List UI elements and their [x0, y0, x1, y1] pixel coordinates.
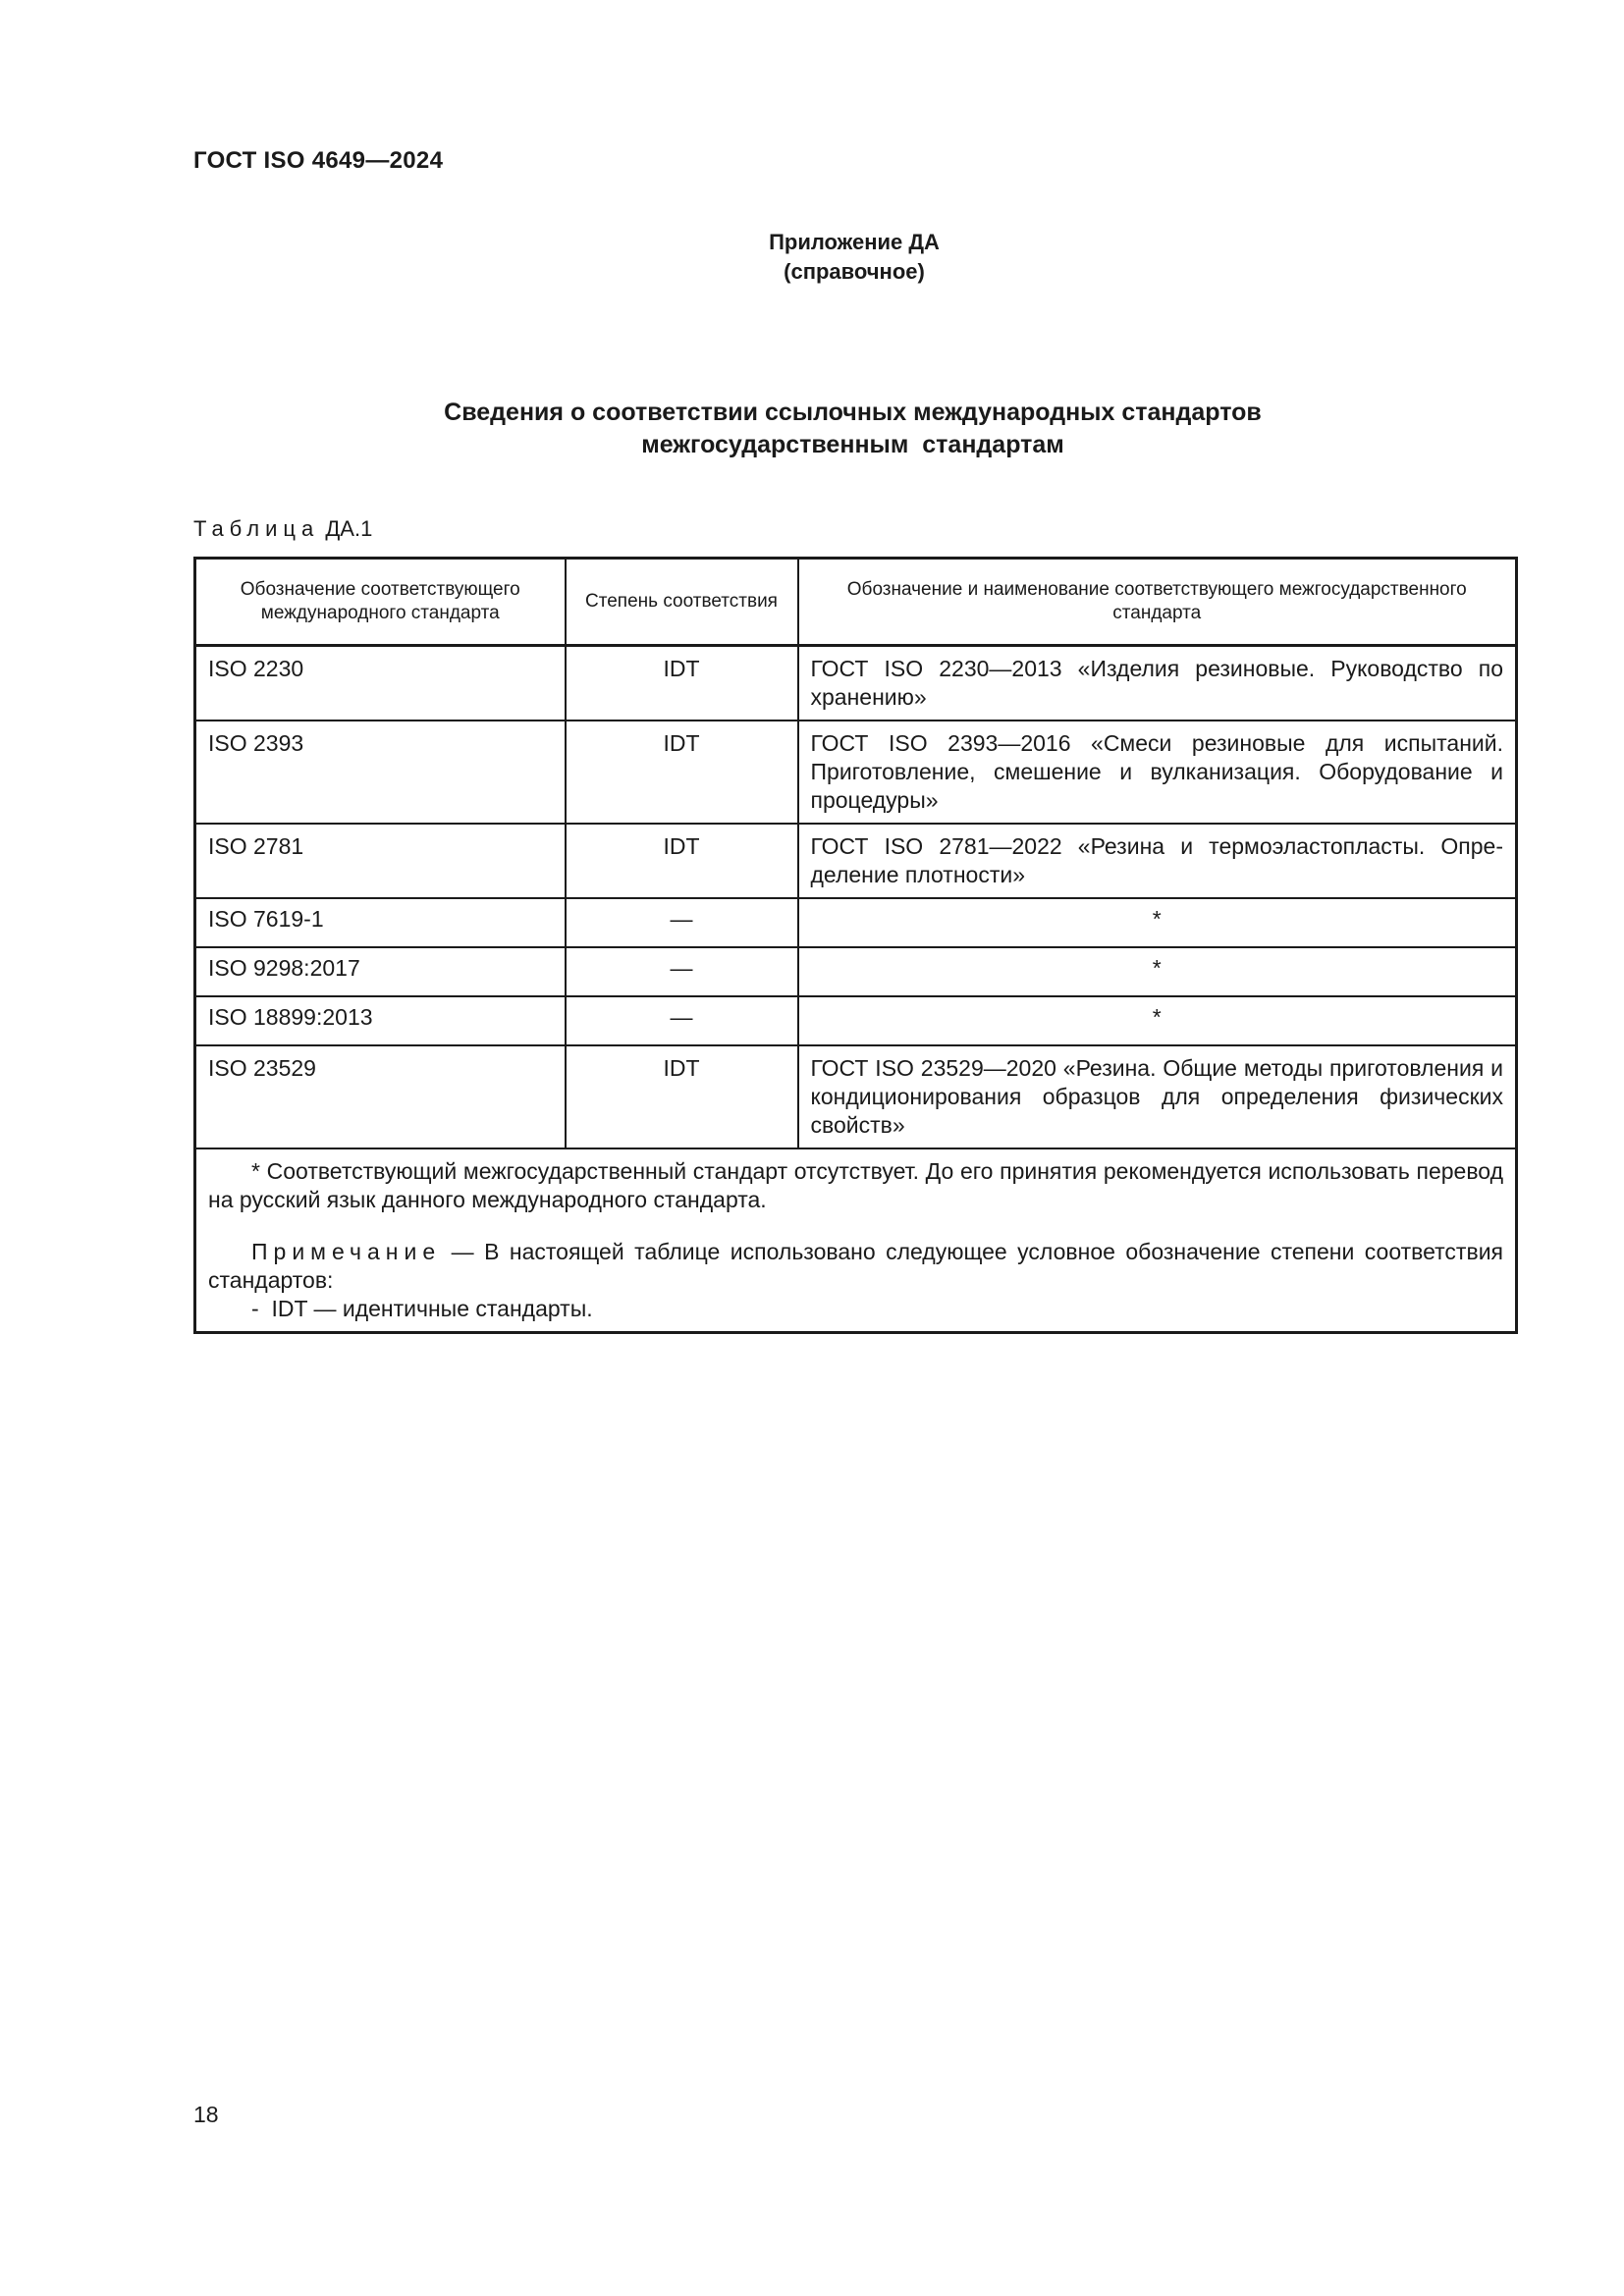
header-national-std: Обозначение и наименование соответствующего межгосударственного стандарта	[798, 559, 1517, 646]
table-row	[195, 947, 1517, 996]
table-notes	[195, 1148, 1517, 1333]
cell-intl-std: ISO 2393	[195, 721, 566, 824]
table-note	[208, 1238, 1503, 1295]
note-text: — В настоящей таблице использовано следующее условное обозначение степени соответствия стандартов:	[208, 1239, 1503, 1293]
cell-intl-std: ISO 18899:2013	[195, 996, 566, 1045]
cell-degree: IDT	[566, 1045, 798, 1148]
cell-degree: —	[566, 996, 798, 1045]
table-header-row	[195, 559, 1517, 646]
appendix-title: Приложение ДА	[769, 230, 940, 254]
table-row	[195, 824, 1517, 898]
table-footnote: * Соответствующий межгосударственный стандарт отсутствует. До его принятия рекомендуется использовать перевод на русский язык данного международного стандарта.	[208, 1158, 1503, 1212]
cell-intl-std: ISO 2230	[195, 646, 566, 721]
cell-national-std: ГОСТ ISO 2781—2022 «Резина и термоэластопласты. Определение плотности»	[798, 824, 1517, 898]
table-caption	[193, 516, 372, 542]
note-label: Примечание	[251, 1239, 442, 1264]
cell-national-std: *	[798, 996, 1517, 1045]
correspondence-table	[193, 557, 1518, 1334]
table-row	[195, 646, 1517, 721]
table-caption-number: ДА.1	[325, 516, 373, 541]
cell-national-std: ГОСТ ISO 2393—2016 «Смеси резиновые для испытаний. Приготовление, смешение и вулканизация. Оборудование и процедуры»	[798, 721, 1517, 824]
cell-intl-std: ISO 7619-1	[195, 898, 566, 947]
cell-degree: —	[566, 947, 798, 996]
cell-degree: —	[566, 898, 798, 947]
cell-intl-std: ISO 23529	[195, 1045, 566, 1148]
table-notes-row	[195, 1148, 1517, 1333]
note-list-item: - IDT — идентичные стандарты.	[251, 1296, 593, 1321]
cell-national-std: *	[798, 947, 1517, 996]
appendix-heading	[0, 228, 1624, 287]
table-row	[195, 996, 1517, 1045]
cell-national-std: ГОСТ ISO 2230—2013 «Изделия резиновые. Руководство по хранению»	[798, 646, 1517, 721]
section-title-line2: межгосударственным стандартам	[641, 431, 1064, 458]
cell-intl-std: ISO 2781	[195, 824, 566, 898]
header-degree: Степень соответствия	[566, 559, 798, 646]
document-code: ГОСТ ISO 4649—2024	[193, 147, 444, 174]
section-title	[193, 397, 1512, 461]
table-row	[195, 1045, 1517, 1148]
header-intl-std: Обозначение соответствующего международного стандарта	[195, 559, 566, 646]
cell-national-std: *	[798, 898, 1517, 947]
section-title-line1: Сведения о соответствии ссылочных международных стандартов	[444, 399, 1262, 426]
table-caption-word: Таблица	[193, 516, 320, 541]
cell-intl-std: ISO 9298:2017	[195, 947, 566, 996]
appendix-kind: (справочное)	[784, 259, 925, 284]
cell-national-std: ГОСТ ISO 23529—2020 «Резина. Общие методы приготовления и кондиционирования образцов для определения физических свойств»	[798, 1045, 1517, 1148]
table-row	[195, 721, 1517, 824]
cell-degree: IDT	[566, 824, 798, 898]
page-number: 18	[193, 2102, 219, 2127]
cell-degree: IDT	[566, 721, 798, 824]
table-row	[195, 898, 1517, 947]
cell-degree: IDT	[566, 646, 798, 721]
